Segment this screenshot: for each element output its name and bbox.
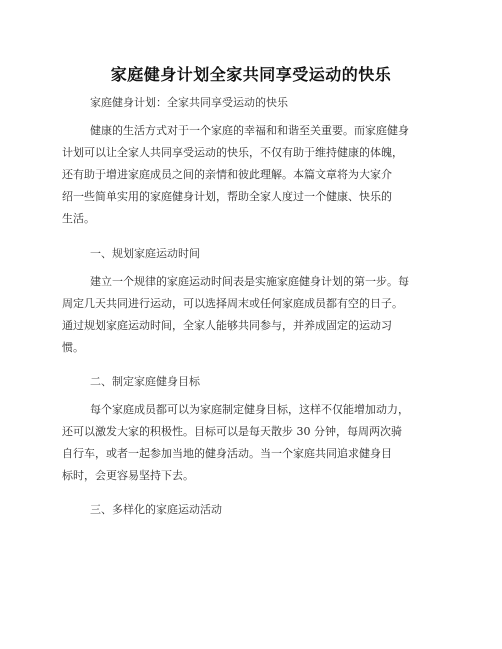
section-line: 建立一个规律的家庭运动时间表是实施家庭健身计划的第一步。每 — [90, 275, 409, 288]
intro-line: 健康的生活方式对于一个家庭的幸福和和谐至关重要。而家庭健身 — [90, 124, 409, 137]
intro-line: 生活。 — [62, 212, 95, 225]
intro-line: 绍一些简单实用的家庭健身计划，帮助全家人度过一个健康、快乐的 — [62, 190, 392, 203]
section-line: 还可以激发大家的积极性。目标可以是每天散步 30 分钟，每周两次骑 — [62, 425, 402, 438]
intro-line: 还有助于增进家庭成员之间的亲情和彼此理解。本篇文章将为大家介 — [62, 168, 392, 181]
section-line: 标时，会更容易坚持下去。 — [62, 469, 194, 482]
subtitle: 家庭健身计划：全家共同享受运动的快乐 — [90, 96, 288, 109]
page-title: 家庭健身计划全家共同享受运动的快乐 — [110, 65, 392, 84]
section-heading: 三、多样化的家庭运动活动 — [90, 503, 222, 516]
section-line: 自行车，或者一起参加当地的健身活动。当一个家庭共同追求健身目 — [62, 447, 392, 460]
section-line: 通过规划家庭运动时间，全家人能够共同参与，并养成固定的运动习 — [62, 319, 392, 332]
intro-line: 计划可以让全家人共同享受运动的快乐，不仅有助于维持健康的体魄， — [62, 146, 403, 159]
section-line: 惯。 — [62, 341, 84, 354]
section-heading: 一、规划家庭运动时间 — [90, 247, 200, 260]
section-line: 每个家庭成员都可以为家庭制定健身目标，这样不仅能增加动力， — [90, 403, 409, 416]
section-heading: 二、制定家庭健身目标 — [90, 375, 200, 388]
section-line: 周定几天共同进行运动，可以选择周末或任何家庭成员都有空的日子。 — [62, 297, 403, 310]
